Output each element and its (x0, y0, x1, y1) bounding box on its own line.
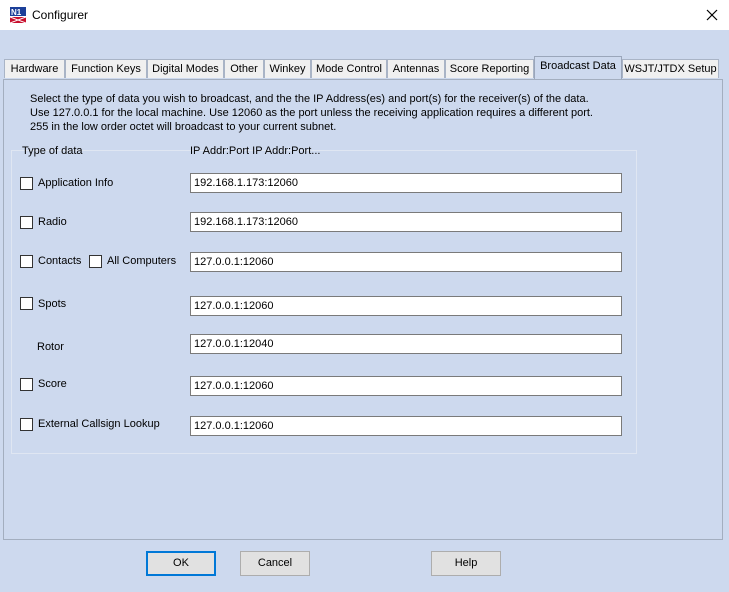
contacts-checkbox[interactable] (20, 255, 33, 268)
radio-ip-field[interactable]: 192.168.1.173:12060 (190, 212, 622, 232)
tab-other[interactable]: Other (224, 59, 264, 78)
all-computers-label: All Computers (107, 255, 177, 267)
help-button[interactable]: Help (431, 551, 501, 576)
type-of-data-header: Type of data (22, 145, 83, 157)
description-line-2: Use 127.0.0.1 for the local machine. Use 12060 as the port unless the receiving application requires a different port. (30, 107, 593, 119)
app-logo-icon (10, 7, 26, 23)
radio-checkbox[interactable] (20, 216, 33, 229)
rotor-ip-field[interactable]: 127.0.0.1:12040 (190, 334, 622, 354)
tab-strip (4, 58, 729, 79)
cancel-button[interactable]: Cancel (240, 551, 310, 576)
title-bar (0, 0, 729, 30)
contacts-ip-field[interactable]: 127.0.0.1:12060 (190, 252, 622, 272)
close-button[interactable] (695, 0, 729, 30)
score-checkbox[interactable] (20, 378, 33, 391)
score-label: Score (38, 378, 67, 390)
tab-wsjt-jtdx-setup[interactable]: WSJT/JTDX Setup (622, 59, 719, 78)
all-computers-checkbox[interactable] (89, 255, 102, 268)
spots-checkbox[interactable] (20, 297, 33, 310)
ok-button[interactable]: OK (146, 551, 216, 576)
external-callsign-lookup-checkbox[interactable] (20, 418, 33, 431)
ip-addr-header: IP Addr:Port IP Addr:Port... (190, 145, 321, 157)
application-info-label: Application Info (38, 177, 114, 189)
tab-mode-control[interactable]: Mode Control (311, 59, 387, 78)
rotor-label: Rotor (37, 341, 64, 353)
score-ip-field[interactable]: 127.0.0.1:12060 (190, 376, 622, 396)
description-line-1: Select the type of data you wish to broadcast, and the the IP Address(es) and port(s) for the receiver(s) of the data. (30, 93, 589, 105)
tab-hardware[interactable]: Hardware (4, 59, 65, 78)
tab-winkey[interactable]: Winkey (264, 59, 311, 78)
spots-ip-field[interactable]: 127.0.0.1:12060 (190, 296, 622, 316)
tab-function-keys[interactable]: Function Keys (65, 59, 147, 78)
application-info-ip-field[interactable]: 192.168.1.173:12060 (190, 173, 622, 193)
tab-score-reporting[interactable]: Score Reporting (445, 59, 534, 78)
radio-label: Radio (38, 216, 67, 228)
tab-broadcast-data[interactable]: Broadcast Data (534, 56, 622, 79)
contacts-label: Contacts (38, 255, 82, 267)
description-line-3: 255 in the low order octet will broadcast to your current subnet. (30, 121, 337, 133)
close-icon (706, 9, 718, 21)
tab-antennas[interactable]: Antennas (387, 59, 445, 78)
spots-label: Spots (38, 298, 67, 310)
external-callsign-lookup-label: External Callsign Lookup (38, 418, 160, 430)
tab-digital-modes[interactable]: Digital Modes (147, 59, 224, 78)
svg-text:N1: N1 (11, 8, 22, 17)
external-callsign-lookup-ip-field[interactable]: 127.0.0.1:12060 (190, 416, 622, 436)
application-info-checkbox[interactable] (20, 177, 33, 190)
window-title: Configurer (32, 8, 89, 22)
